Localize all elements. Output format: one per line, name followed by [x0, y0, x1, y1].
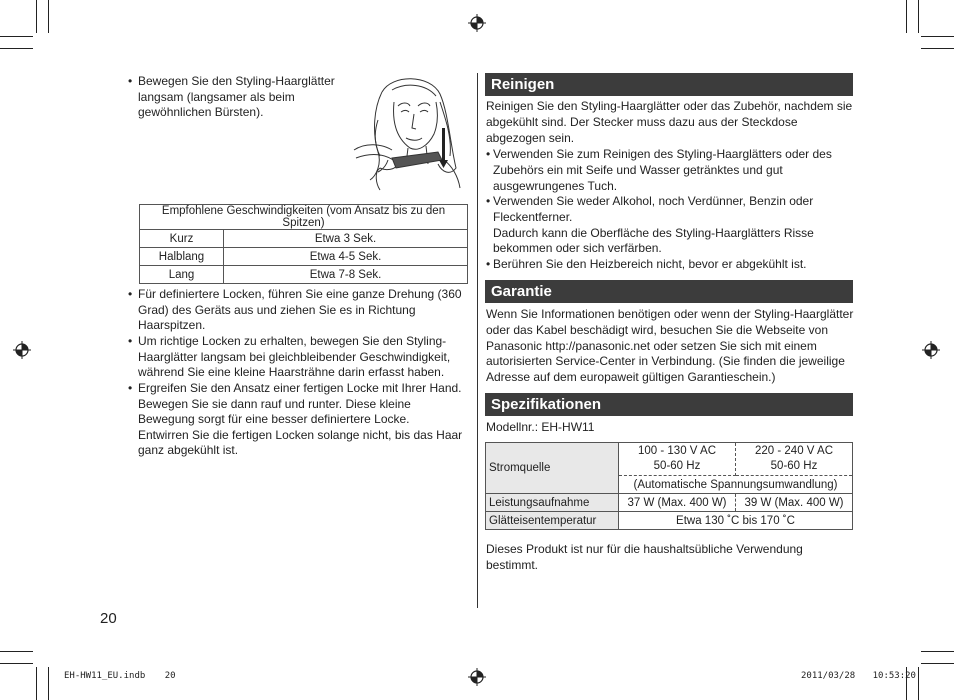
crop-mark	[0, 36, 33, 37]
table-row	[140, 248, 468, 266]
bullet-text: Für definiertere Locken, führen Sie eine ganze Drehung (360 Grad) des Geräts aus und ziehen Sie es in Richtung Haarspitzen.	[138, 287, 462, 333]
voltage-a: 100 - 130 V AC	[638, 445, 716, 457]
table-cell	[736, 443, 853, 476]
frequency-a: 50-60 Hz	[653, 460, 701, 472]
table-row	[486, 494, 853, 512]
crop-mark	[48, 667, 49, 700]
bullet-item: • Um richtige Locken zu erhalten, bewegen Sie den Styling-Haarglätter langsam bei gleichbleibender Geschwindigkeit, während Sie eine kleine Haarsträhne darin erfasst haben.	[138, 334, 468, 381]
crop-mark	[0, 663, 33, 664]
table-cell: Etwa 4-5 Sek.	[224, 248, 468, 266]
section-heading-reinigen: Reinigen	[485, 73, 853, 96]
spec-leistung-a: 37 W (Max. 400 W)	[619, 494, 736, 512]
bullet-item: • Für definiertere Locken, führen Sie eine ganze Drehung (360 Grad) des Geräts aus und ziehen Sie es in Richtung Haarspitzen.	[138, 287, 468, 334]
spec-label-leistung: Leistungsaufnahme	[486, 494, 619, 512]
bullet-text: Ergreifen Sie den Ansatz einer fertigen Locke mit Ihrer Hand. Bewegen Sie sie dann rauf und runter. Diese kleine Bewegung sorgt für eine besser definiertere Locke.	[138, 381, 462, 427]
slug-date: 2011/03/28	[801, 671, 856, 681]
slug-file-name: EH-HW11_EU.indb	[64, 671, 146, 681]
table-row	[486, 443, 853, 476]
bullet-text: Um richtige Locken zu erhalten, bewegen Sie den Styling-Haarglätter langsam bei gleichbleibender Geschwindigkeit, während Sie eine kleine Haarsträhne darin erfasst haben.	[138, 334, 451, 380]
crop-mark	[921, 663, 954, 664]
bullet-extra-text: Dadurch kann die Oberfläche des Styling-Haarglätters Risse bekommen oder sich verfärben.	[493, 225, 814, 256]
table-cell	[619, 443, 736, 476]
bullet-item: • Berühren Sie den Heizbereich nicht, bevor er abgekühlt ist.	[493, 257, 855, 273]
slug-time: 10:53:20	[872, 671, 916, 681]
bullet-extra-text: Entwirren Sie die fertigen Locken solange nicht, bis das Haar ganz abgekühlt ist.	[138, 427, 463, 458]
crop-mark	[48, 0, 49, 33]
slug-timestamp	[801, 671, 916, 681]
speed-table	[139, 204, 468, 284]
registration-mark-icon	[13, 341, 31, 359]
crop-mark	[906, 0, 907, 33]
crop-mark	[921, 48, 954, 49]
section-heading-spezifikationen: Spezifikationen	[485, 393, 853, 416]
table-row	[486, 512, 853, 530]
table-cell: Kurz	[140, 230, 224, 248]
column-divider	[477, 73, 478, 608]
spec-auto-conversion: (Automatische Spannungsumwandlung)	[619, 476, 853, 494]
crop-mark	[36, 667, 37, 700]
registration-mark-icon	[922, 341, 940, 359]
crop-mark	[921, 651, 954, 652]
spec-temp-value: Etwa 130 ˚C bis 170 ˚C	[619, 512, 853, 530]
hair-styling-illustration	[352, 72, 468, 194]
spec-table	[485, 442, 853, 530]
voltage-b: 220 - 240 V AC	[755, 445, 833, 457]
frequency-b: 50-60 Hz	[770, 460, 818, 472]
spec-leistung-b: 39 W (Max. 400 W)	[736, 494, 853, 512]
registration-mark-icon	[468, 668, 486, 686]
reinigen-intro: Reinigen Sie den Styling-Haarglätter oder das Zubehör, nachdem sie abgekühlt sind. Der Stecker muss dazu aus der Steckdose abgezogen sein.	[486, 99, 853, 145]
crop-mark	[918, 667, 919, 700]
section-heading-garantie: Garantie	[485, 280, 853, 303]
table-cell: Etwa 3 Sek.	[224, 230, 468, 248]
bullet-item: • Ergreifen Sie den Ansatz einer fertigen Locke mit Ihrer Hand. Bewegen Sie sie dann rauf und runter. Diese kleine Bewegung sorgt für eine besser definiertere Locke. Entwirren Sie die fertigen Locken solange nicht, bis das Haar ganz abgekühlt ist.	[138, 381, 468, 459]
crop-mark	[921, 36, 954, 37]
registration-mark-icon	[468, 14, 486, 32]
bullet-text: Bewegen Sie den Styling-Haarglätter langsam (langsamer als beim gewöhnlichen Bürsten).	[138, 74, 335, 120]
table-row	[140, 266, 468, 284]
crop-mark	[0, 48, 33, 49]
spec-label-stromquelle: Stromquelle	[486, 443, 619, 494]
table-row	[140, 230, 468, 248]
table-cell: Halblang	[140, 248, 224, 266]
table-cell: Etwa 7-8 Sek.	[224, 266, 468, 284]
bullet-item: • Verwenden Sie zum Reinigen des Styling-Haarglätters oder des Zubehörs ein mit Seife und Wasser getränktes und gut ausgewrungenes Tuch.	[493, 147, 855, 194]
garantie-text: Wenn Sie Informationen benötigen oder wenn der Styling-Haarglätter oder das Kabel beschädigt wird, besuchen Sie die Webseite von Panasonic http://panasonic.net oder setzen Sie sich mit einem autorisierten Service-Center in Verbindung. (Sie finden die jeweilige Adresse auf dem europaweit gültigen Garantieschein.)	[486, 307, 854, 385]
spec-footer: Dieses Produkt ist nur für die haushaltsübliche Verwendung bestimmt.	[486, 542, 803, 572]
page-number: 20	[100, 610, 117, 627]
crop-mark	[0, 651, 33, 652]
table-header-cell: Empfohlene Geschwindigkeiten (vom Ansatz bis zu den Spitzen)	[140, 205, 468, 230]
table-row	[140, 205, 468, 230]
crop-mark	[36, 0, 37, 33]
crop-mark	[918, 0, 919, 33]
slug-page: 20	[164, 671, 176, 681]
slug-file	[64, 671, 176, 681]
bullet-text: Verwenden Sie weder Alkohol, noch Verdünner, Benzin oder Fleckentferner.	[493, 194, 814, 224]
spec-label-temp: Glätteisentemperatur	[486, 512, 619, 530]
bullet-item: • Verwenden Sie weder Alkohol, noch Verdünner, Benzin oder Fleckentferner. Dadurch kann die Oberfläche des Styling-Haarglätters Risse bekommen oder sich verfärben.	[493, 194, 855, 257]
model-number: Modellnr.: EH-HW11	[486, 420, 595, 434]
table-cell: Lang	[140, 266, 224, 284]
bullet-item: • Bewegen Sie den Styling-Haarglätter langsam (langsamer als beim gewöhnlichen Bürsten).	[138, 74, 358, 121]
bullet-text: Verwenden Sie zum Reinigen des Styling-Haarglätters oder des Zubehörs ein mit Seife und Wasser getränktes und gut ausgewrungenes Tuch.	[493, 147, 832, 193]
bullet-text: Berühren Sie den Heizbereich nicht, bevor er abgekühlt ist.	[493, 257, 807, 271]
